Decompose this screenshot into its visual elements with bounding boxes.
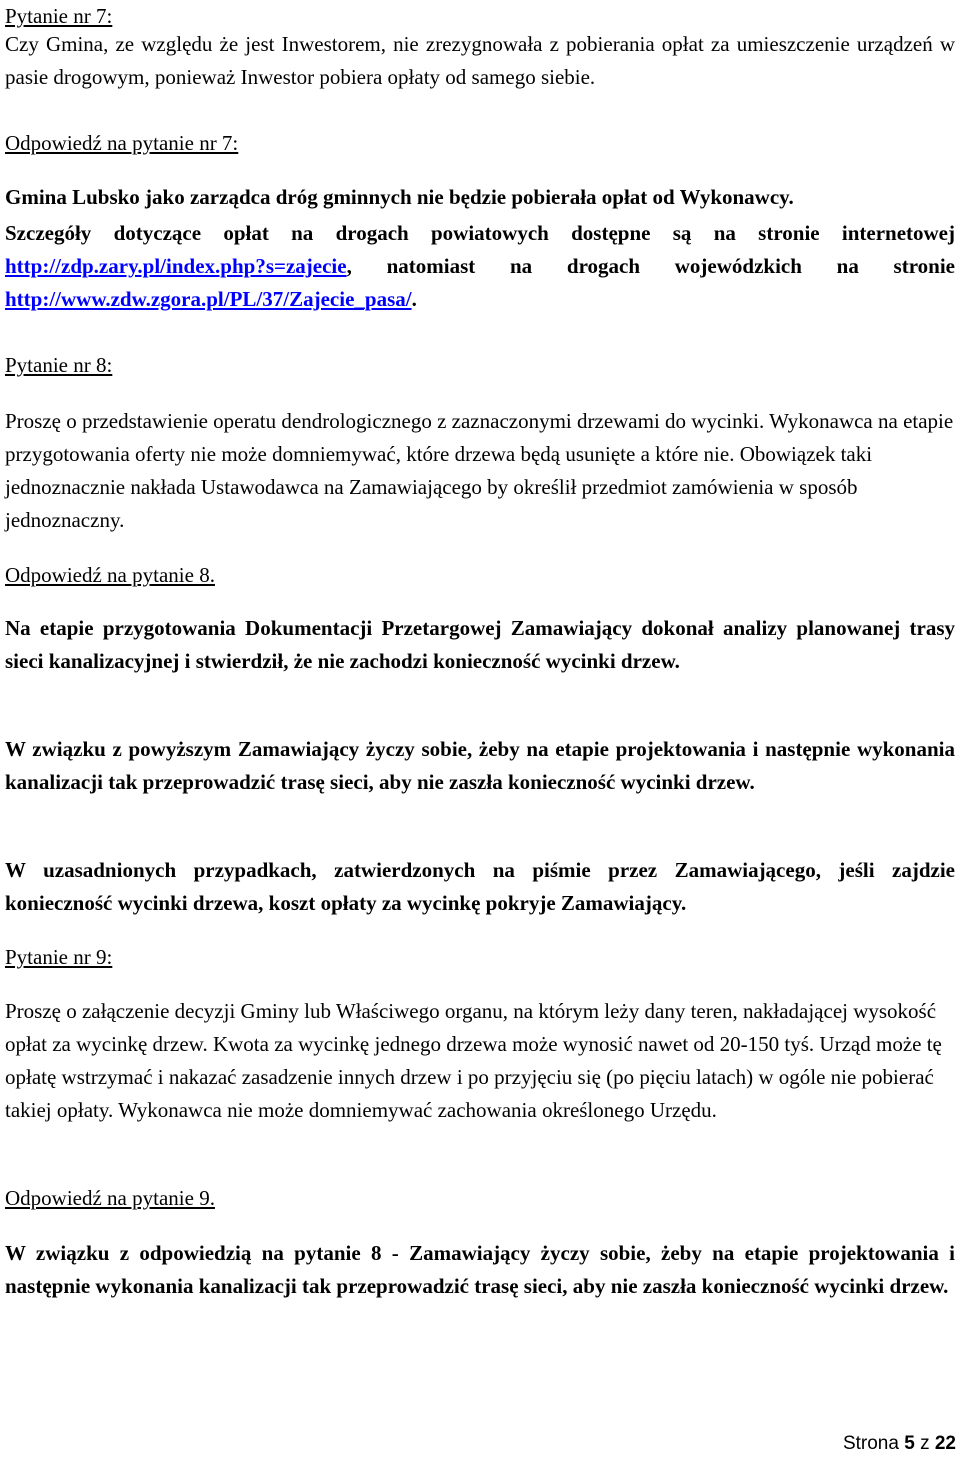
question-9-heading: Pytanie nr 9: [5, 945, 113, 969]
answer-8-paragraph-3: W uzasadnionych przypadkach, zatwierdzonych na piśmie przez Zamawiającego, jeśli zajdzie konieczność wycinki drzewa, koszt opłaty za wycinkę pokryje Zamawiający. [5, 858, 955, 915]
question-7-text: Czy Gmina, ze względu że jest Inwestorem, nie zrezygnowała z pobierania opłat za umieszczenie urządzeń w pasie drogowym, ponieważ Inwestor pobiera opłaty od samego siebie. [5, 32, 955, 89]
question-8-text: Proszę o przedstawienie operatu dendrologicznego z zaznaczonymi drzewami do wycinki. Wykonawca na etapie przygotowania oferty nie może domniemywać, które drzewa będą usunięte a które nie. Obowiązek taki jednoznacznie nakłada Ustawodawca na Zamawiającego by określił przedmiot zamówienia w sposób jednoznaczny. [5, 409, 954, 532]
footer-page-total: 22 [934, 1433, 956, 1454]
answer-9-heading: Odpowiedź na pytanie 9. [5, 1186, 215, 1210]
answer-7-paragraph-2-end: . [411, 287, 417, 311]
answer-7-paragraph-2 [5, 217, 955, 316]
answer-9-paragraph-1: W związku z odpowiedzią na pytanie 8 - Zamawiający życzy sobie, żeby na etapie projektowania i następnie wykonania kanalizacji tak przeprowadzić trasę sieci, aby nie zaszła konieczność wycinki drzew. [5, 1241, 955, 1298]
answer-7-heading: Odpowiedź na pytanie nr 7: [5, 131, 239, 155]
answer-7-paragraph-2-mid: , natomiast na drogach wojewódzkich na stronie [346, 254, 955, 278]
answer-8-heading: Odpowiedź na pytanie 8. [5, 563, 215, 587]
question-8-heading: Pytanie nr 8: [5, 353, 113, 377]
page-footer [843, 1432, 956, 1456]
link-zdp-zary[interactable]: http://zdp.zary.pl/index.php?s=zajecie [5, 254, 347, 278]
footer-of: z [914, 1433, 935, 1454]
footer-page-number: 5 [904, 1433, 915, 1454]
answer-7-paragraph-2-start: Szczegóły dotyczące opłat na drogach powiatowych dostępne są na stronie internetowej [5, 221, 955, 245]
answer-8-paragraph-1: Na etapie przygotowania Dokumentacji Przetargowej Zamawiający dokonał analizy planowanej trasy sieci kanalizacyjnej i stwierdził, że nie zachodzi konieczność wycinki drzew. [5, 616, 955, 673]
answer-7-paragraph-1: Gmina Lubsko jako zarządca dróg gminnych nie będzie pobierała opłat od Wykonawcy. [5, 185, 794, 209]
question-7-heading: Pytanie nr 7: [5, 4, 113, 28]
link-zdw-zgora[interactable]: http://www.zdw.zgora.pl/PL/37/Zajecie_pasa/ [5, 287, 412, 311]
footer-label: Strona [842, 1433, 905, 1454]
question-9-text: Proszę o załączenie decyzji Gminy lub Właściwego organu, na którym leży dany teren, nakładającej wysokość opłat za wycinkę drzew. Kwota za wycinkę jednego drzewa może wynosić nawet od 20-150 tyś. Urząd może tę opłatę wstrzymać i nakazać zasadzenie innych drzew i po przyjęciu się (po pięciu latach) w ogóle nie pobierać takiej opłaty. Wykonawca nie może domniemywać zachowania określonego Urzędu. [5, 999, 942, 1122]
answer-8-paragraph-2: W związku z powyższym Zamawiający życzy sobie, żeby na etapie projektowania i następnie wykonania kanalizacji tak przeprowadzić trasę sieci, aby nie zaszła konieczność wycinki drzew. [5, 737, 955, 794]
